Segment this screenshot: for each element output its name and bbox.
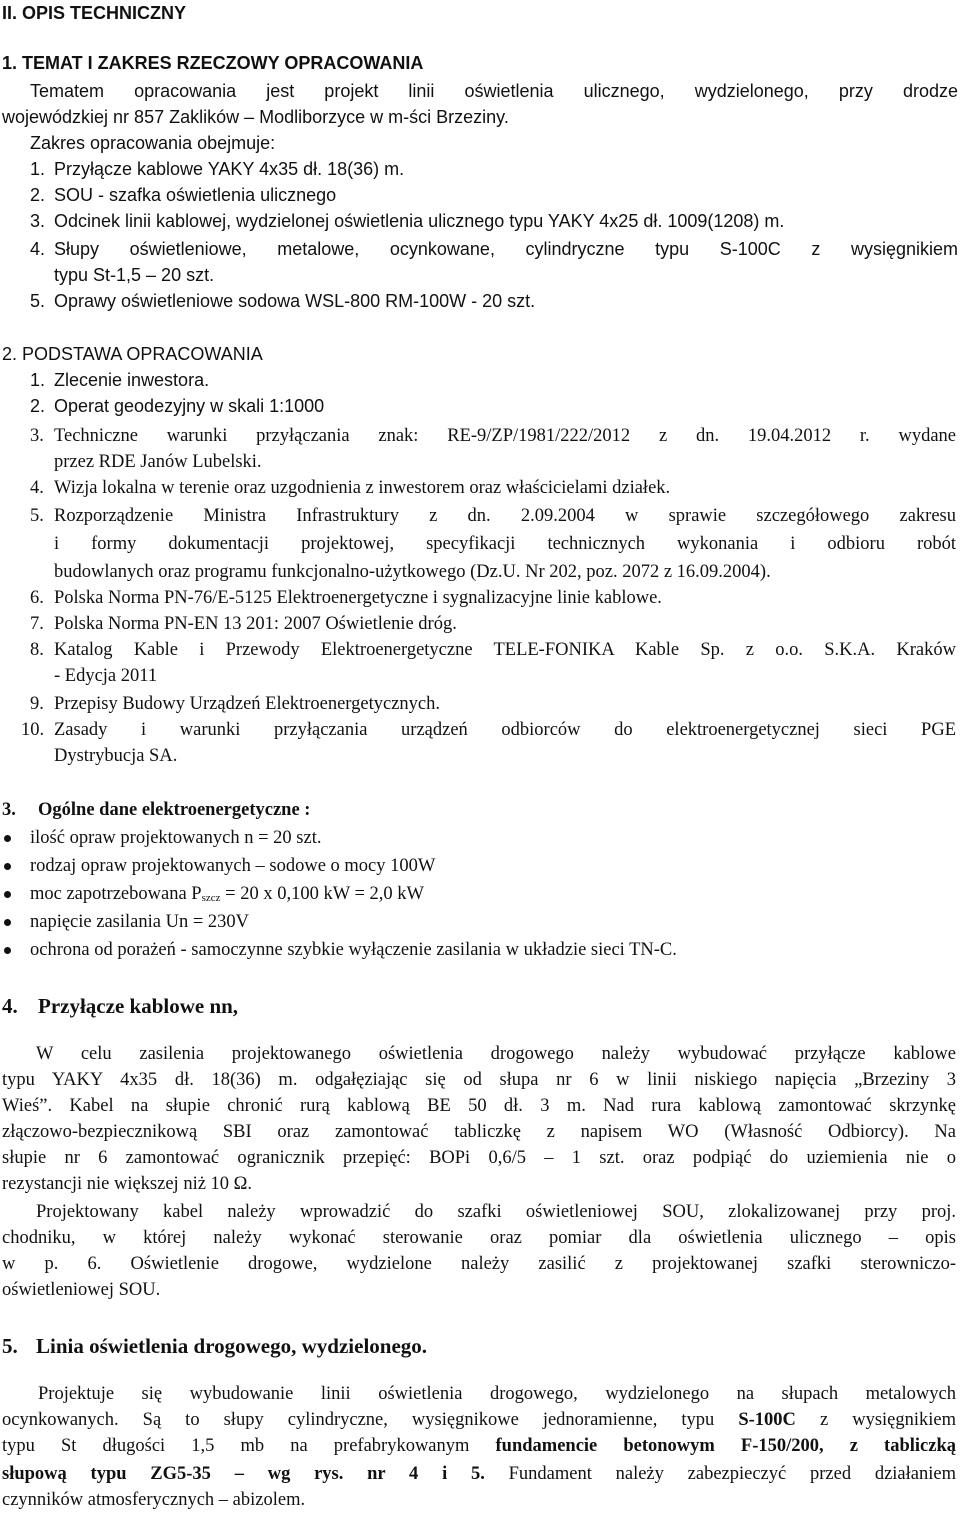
basis-item-text: Zlecenie inwestora. [54, 370, 210, 390]
basis-item-number: 6. [30, 588, 44, 608]
text-run: ocynkowanych. Są to słupy cylindryczne, wysięgnikowe jednoramienne, typu [2, 1410, 715, 1430]
basis-item-text-continued: budowlanych oraz programu funkcjonalno-użytkowego (Dz.U. Nr 202, poz. 2072 z 16.09.2004). [54, 562, 771, 582]
energy-data-item: rodzaj opraw projektowanych – sodowe o mocy 100W [30, 856, 436, 876]
section-1-scope-label: Zakres opracowania obejmuje: [30, 133, 276, 153]
section-4-number: 4. [2, 994, 18, 1018]
paragraph-line: w p. 6. Oświetlenie drogowe, wydzielone należy zasilić z projektowanej szafki sterowniczo- [2, 1254, 956, 1274]
paragraph-line: oświetleniowej SOU. [2, 1280, 161, 1300]
section-5-title: Linia oświetlenia drogowego, wydzielonego. [36, 1334, 428, 1358]
basis-item-text: Zasady i warunki przyłączania urządzeń odbiorców do elektroenergetycznej sieci PGE [54, 720, 956, 740]
basis-item-number: 2. [30, 396, 46, 416]
scope-item-number: 2. [30, 185, 46, 205]
section-5-number: 5. [2, 1334, 18, 1358]
bullet-icon [4, 891, 11, 898]
basis-item-number: 7. [30, 614, 44, 634]
basis-item-text: Katalog Kable i Przewody Elektroenergetyczne TELE-FONIKA Kable Sp. z o.o. S.K.A. Kraków [54, 640, 956, 660]
paragraph-line [2, 1407, 956, 1433]
basis-item-text-continued: - Edycja 2011 [54, 666, 158, 686]
paragraph-line: rezystancji nie większej niż 10 Ω. [2, 1174, 253, 1194]
energy-data-item [30, 881, 424, 911]
basis-item-number: 5. [30, 506, 44, 526]
scope-item-text: Odcinek linii kablowej, wydzielonej oświetlenia ulicznego typu YAKY 4x25 dł. 1009(1208) m. [54, 211, 785, 231]
power-demand-value: = 20 x 0,100 kW = 2,0 kW [225, 884, 424, 904]
bold-run: fundamencie betonowym F-150/200, z tabliczką [495, 1436, 956, 1456]
basis-item-text: Techniczne warunki przyłączania znak: RE-9/ZP/1981/222/2012 z dn. 19.04.2012 r. wydane [54, 426, 956, 446]
power-demand-label: moc zapotrzebowana P [30, 884, 202, 904]
scope-item-continuation: typu St-1,5 – 20 szt. [54, 265, 215, 285]
paragraph-line: Wieś”. Kabel na słupie chronić rurą kablową BE 50 dł. 3 m. Nad rura kablową zamontować skrzynkę [2, 1096, 956, 1116]
paragraph-line: W celu zasilenia projektowanego oświetlenia drogowego należy wybudować przyłącze kablowe [36, 1044, 956, 1064]
basis-item-text-continued: Dystrybucja SA. [54, 746, 178, 766]
scope-item-text: Słupy oświetleniowe, metalowe, ocynkowane, cylindryczne typu S-100C z wysięgnikiem [54, 239, 958, 259]
paragraph-line: czynników atmosferycznych – abizolem. [2, 1490, 306, 1510]
basis-item-text-continued: przez RDE Janów Lubelski. [54, 452, 262, 472]
paragraph-line: chodniku, w której należy wykonać sterowanie oraz pomiar dla oświetlenia ulicznego – opis [2, 1228, 956, 1248]
section-4-title: Przyłącze kablowe nn, [38, 994, 239, 1018]
bullet-icon [4, 863, 11, 870]
paragraph-line: złączowo-bezpiecznikową SBI oraz zamontować tabliczkę z napisem WO (Własność Odbiorcy). Na [2, 1122, 956, 1142]
basis-item-text-continued: i formy dokumentacji projektowej, specyfikacji technicznych wykonania i odbioru robót [54, 534, 956, 554]
section-2-title: 2. PODSTAWA OPRACOWANIA [2, 344, 263, 364]
paragraph-line: słupie nr 6 zamontować ogranicznik przepięć: BOPi 0,6/5 – 1 szt. oraz podpiąć do uziemienia nie o [2, 1148, 956, 1168]
energy-data-item: napięcie zasilania Un = 230V [30, 912, 249, 932]
section-3-number: 3. [2, 800, 16, 820]
basis-item-text: Przepisy Budowy Urządzeń Elektroenergetycznych. [54, 694, 440, 714]
basis-item-number: 4. [30, 478, 44, 498]
section-1-intro-line-1: Tematem opracowania jest projekt linii oświetlenia ulicznego, wydzielonego, przy drodze [30, 81, 958, 101]
text-run: typu St długości 1,5 mb na prefabrykowanym [2, 1436, 470, 1456]
scope-item-number: 5. [30, 291, 46, 311]
basis-item-number: 8. [30, 640, 44, 660]
scope-item-number: 3. [30, 211, 46, 231]
basis-item-number: 3. [30, 426, 44, 446]
bold-run: S-100C [738, 1410, 796, 1430]
basis-item-number: 10. [21, 720, 45, 740]
basis-item-text: Rozporządzenie Ministra Infrastruktury z dn. 2.09.2004 w sprawie szczegółowego zakresu [54, 506, 956, 526]
basis-item-number: 9. [30, 694, 44, 714]
paragraph-line [2, 1461, 956, 1487]
bullet-icon [4, 919, 11, 926]
paragraph-line: typu YAKY 4x35 dł. 18(36) m. odgałęziając się od słupa nr 6 w linii niskiego napięcia „Brzeziny 3 [2, 1070, 956, 1090]
energy-data-item: ochrona od porażeń - samoczynne szybkie wyłączenie zasilania w układzie sieci TN-C. [30, 940, 677, 960]
scope-item-text: SOU - szafka oświetlenia ulicznego [54, 185, 337, 205]
basis-item-text: Wizja lokalna w terenie oraz uzgodnienia z inwestorem oraz właścicielami działek. [54, 478, 671, 498]
scope-item-number: 1. [30, 159, 46, 179]
scope-item-text: Oprawy oświetleniowe sodowa WSL-800 RM-100W - 20 szt. [54, 291, 536, 311]
section-1-intro-line-2: wojewódzkiej nr 857 Zaklików – Modliborzyce w m-ści Brzeziny. [2, 107, 509, 127]
section-3-title: Ogólne dane elektroenergetyczne : [38, 800, 311, 820]
basis-item-text: Polska Norma PN-76/E-5125 Elektroenergetyczne i sygnalizacyjne linie kablowe. [54, 588, 662, 608]
scope-item-text: Przyłącze kablowe YAKY 4x35 dł. 18(36) m. [54, 159, 405, 179]
bullet-icon [4, 947, 11, 954]
text-run: z wysięgnikiem [819, 1410, 957, 1430]
scope-item-number: 4. [30, 239, 46, 259]
basis-item-text: Polska Norma PN-EN 13 201: 2007 Oświetlenie dróg. [54, 614, 457, 634]
document-heading: II. OPIS TECHNICZNY [2, 3, 187, 23]
basis-item-text: Operat geodezyjny w skali 1:1000 [54, 396, 325, 416]
bullet-icon [4, 835, 11, 842]
section-1-title: 1. TEMAT I ZAKRES RZECZOWY OPRACOWANIA [2, 53, 424, 73]
text-run: Fundament należy zabezpieczyć przed działaniem [508, 1464, 956, 1484]
paragraph-line: Projektowany kabel należy wprowadzić do szafki oświetleniowej SOU, zlokalizowanej przy proj. [36, 1202, 956, 1222]
basis-item-number: 1. [30, 370, 46, 390]
bold-run: słupową typu ZG5-35 – wg rys. nr 4 i 5. [2, 1464, 485, 1484]
energy-data-item: ilość opraw projektowanych n = 20 szt. [30, 828, 322, 848]
paragraph-line: Projektuje się wybudowanie linii oświetlenia drogowego, wydzielonego na słupach metalowych [38, 1384, 956, 1404]
paragraph-line [2, 1433, 956, 1459]
power-demand-subscript: szcz [201, 892, 221, 904]
